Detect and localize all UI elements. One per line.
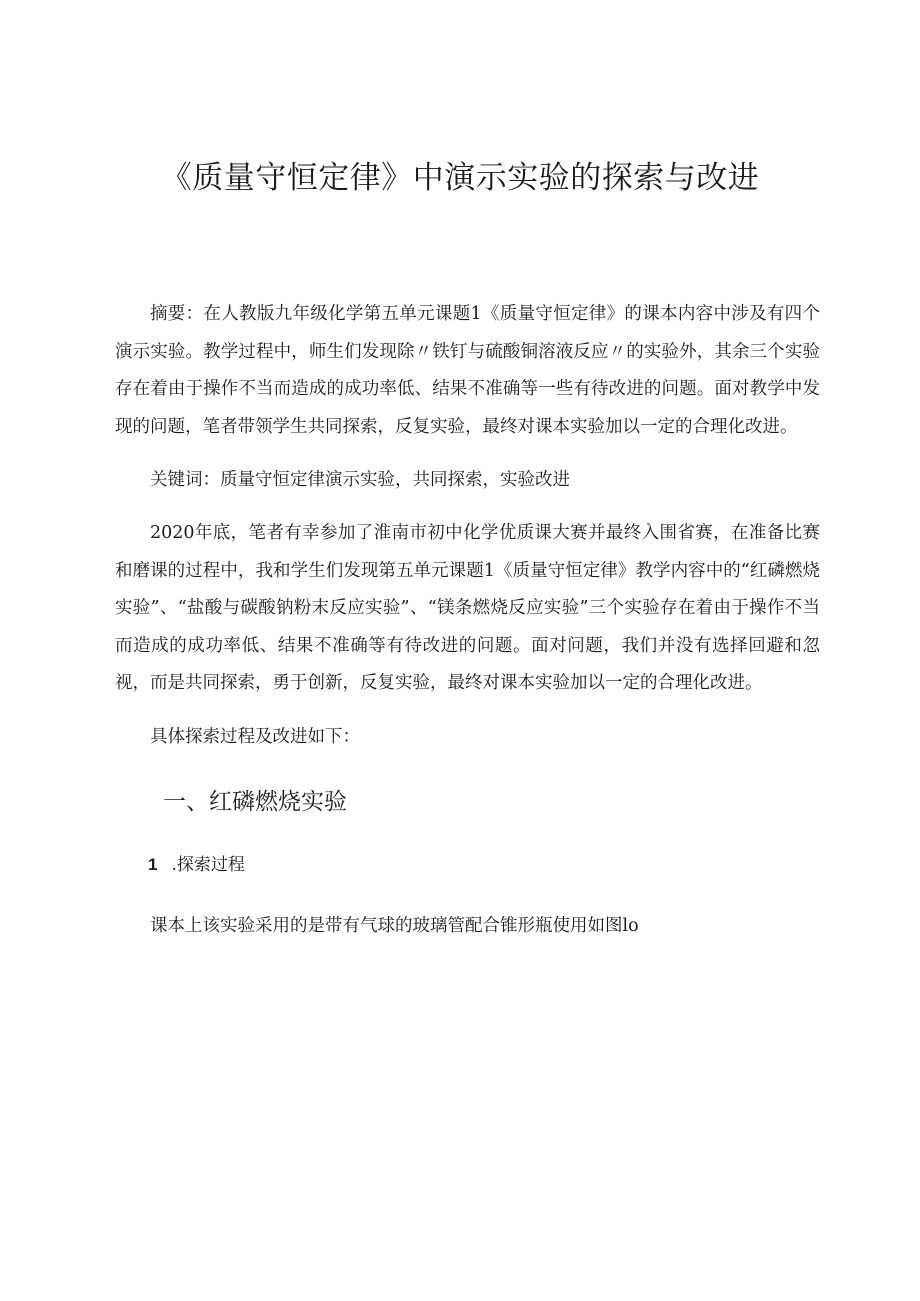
subsection-heading-exploration <box>148 850 245 880</box>
process-intro-paragraph: 具体探索过程及改进如下： <box>150 727 360 747</box>
abstract-paragraph: 摘要：在人教版九年级化学第五单元课题1《质量守恒定律》的课本内容中涉及有四个演示实验。教学过程中，师生们发现除〃铁钉与硫酸铜溶液反应〃的实验外，其余三个实验存在着由于操作不当而造成的成功率低、结果不准确等一些有待改进的问题。面对教学中发现的问题，笔者带领学生共同探索，反复实验，最终对课本实验加以一定的合理化改进。 <box>115 304 820 437</box>
textbook-paragraph: 课本上该实验采用的是带有气球的玻璃管配合锥形瓶使用如图lo <box>150 916 639 936</box>
document-title: 《质量守恒定律》中演示实验的探索与改进 <box>160 160 760 196</box>
subsection-number: 1 <box>148 855 158 874</box>
intro-paragraph: 2020年底，笔者有幸参加了淮南市初中化学优质课大赛并最终入围省赛，在准备比赛和磨课的过程中，我和学生们发现第五单元课题1《质量守恒定律》教学内容中的“红磷燃烧实验”、“盐酸与碳酸钠粉末反应实验”、“镁条燃烧反应实验”三个实验存在着由于操作不当而造成的成功率低、结果不准确等有待改进的问题。面对问题，我们并没有选择回避和忽视，而是共同探索，勇于创新，反复实验，最终对课本实验加以一定的合理化改进。 <box>115 523 820 693</box>
keywords-paragraph: 关键词：质量守恒定律演示实验，共同探索，实验改进 <box>150 470 570 490</box>
subsection-title: .探索过程 <box>171 855 245 875</box>
section-heading-red-phosphorus: 一、红磷燃烧实验 <box>163 789 347 815</box>
